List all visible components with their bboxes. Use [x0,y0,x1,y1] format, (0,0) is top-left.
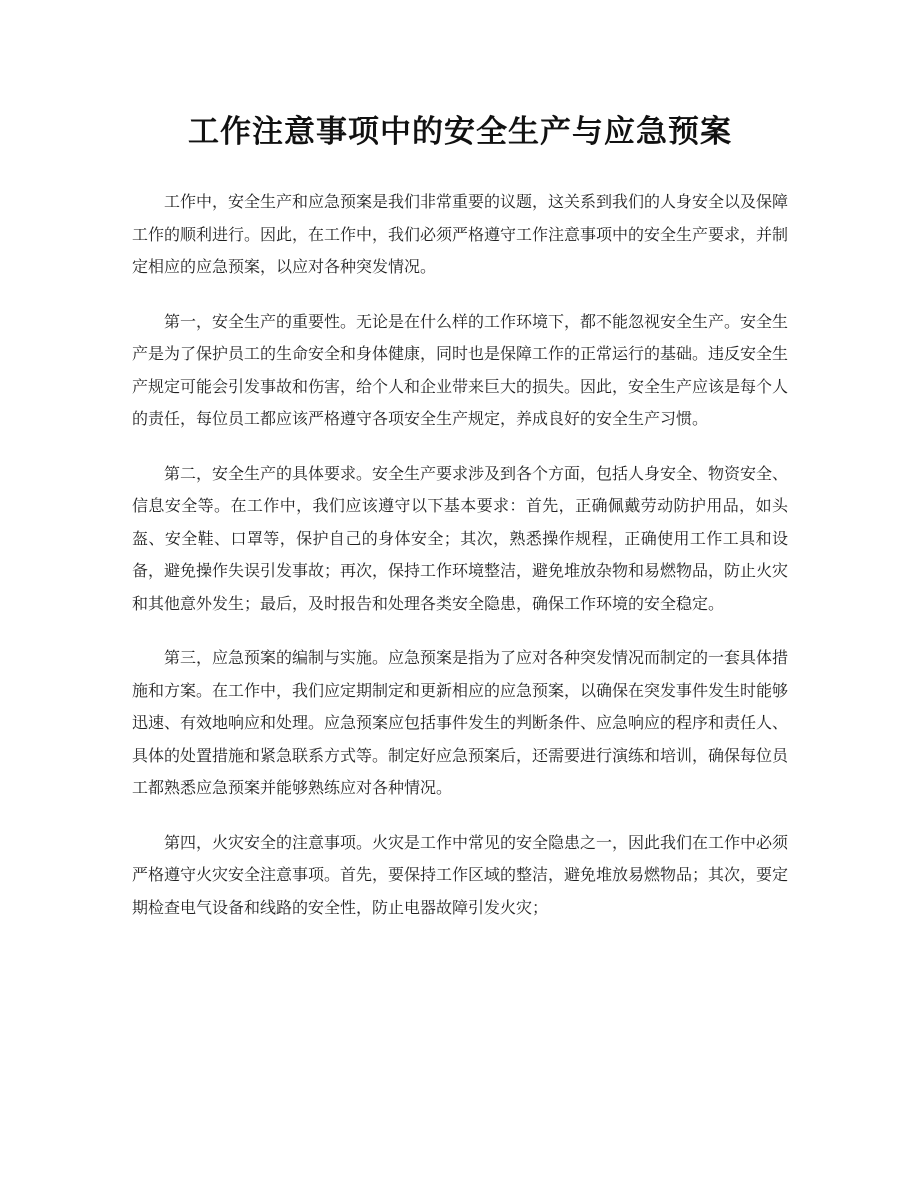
document-title: 工作注意事项中的安全生产与应急预案 [188,114,732,150]
paragraph-second: 第二，安全生产的具体要求。安全生产要求涉及到各个方面，包括人身安全、物资安全、信息安全等。在工作中，我们应该遵守以下基本要求：首先，正确佩戴劳动防护用品，如头盔、安全鞋、口罩等，保护自己的身体安全；其次，熟悉操作规程，正确使用工作工具和设备，避免操作失误引发事故；再次，保持工作环境整洁，避免堆放杂物和易燃物品，防止火灾和其他意外发生；最后，及时报告和处理各类安全隐患，确保工作环境的安全稳定。 [132,463,789,613]
paragraph-first: 第一，安全生产的重要性。无论是在什么样的工作环境下，都不能忽视安全生产。安全生产是为了保护员工的生命安全和身体健康，同时也是保障工作的正常运行的基础。违反安全生产规定可能会引发事故和伤害，给个人和企业带来巨大的损失。因此，安全生产应该是每个人的责任，每位员工都应该严格遵守各项安全生产规定，养成良好的安全生产习惯。 [132,311,789,428]
paragraph-fourth: 第四，火灾安全的注意事项。火灾是工作中常见的安全隐患之一，因此我们在工作中必须严格遵守火灾安全注意事项。首先，要保持工作区域的整洁，避免堆放易燃物品；其次，要定期检查电气设备和线路的安全性，防止电器故障引发火灾； [132,832,789,917]
paragraph-intro: 工作中，安全生产和应急预案是我们非常重要的议题，这关系到我们的人身安全以及保障工作的顺利进行。因此，在工作中，我们必须严格遵守工作注意事项中的安全生产要求，并制定相应的应急预案，以应对各种突发情况。 [132,192,789,276]
document-body [132,186,788,924]
paragraph-third: 第三，应急预案的编制与实施。应急预案是指为了应对各种突发情况而制定的一套具体措施和方案。在工作中，我们应定期制定和更新相应的应急预案，以确保在突发事件发生时能够迅速、有效地响应和处理。应急预案应包括事件发生的判断条件、应急响应的程序和责任人、具体的处置措施和紧急联系方式等。制定好应急预案后，还需要进行演练和培训，确保每位员工都熟悉应急预案并能够熟练应对各种情况。 [132,648,789,797]
